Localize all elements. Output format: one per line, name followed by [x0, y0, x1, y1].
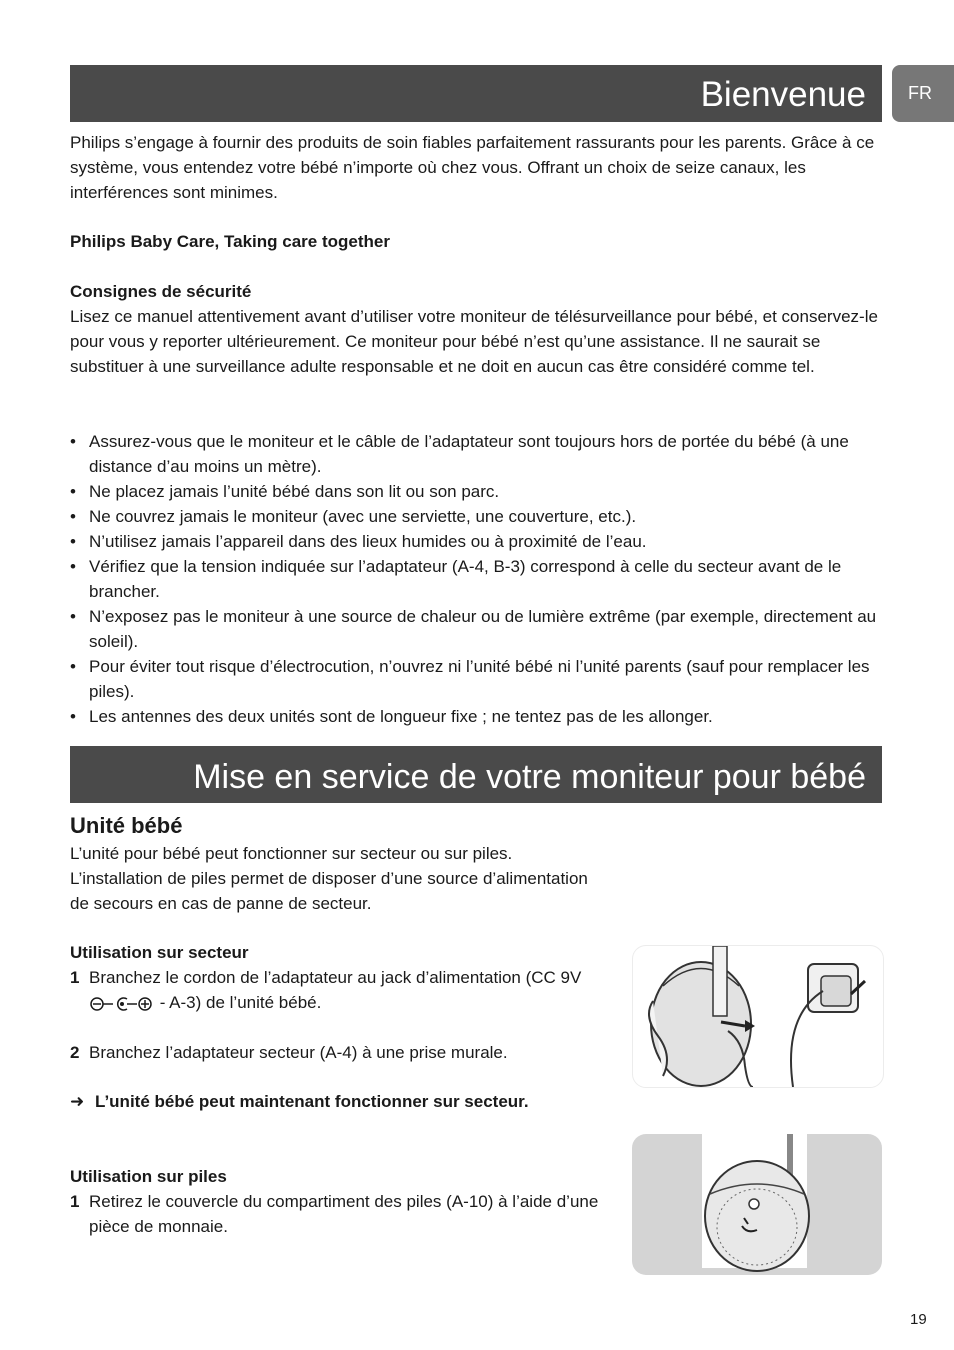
bullet-icon: •	[70, 557, 76, 576]
mains-step-1: 1 Branchez le cordon de l’adaptateur au jack d’alimentation (CC 9V - A-3) de l’unité bébé.	[70, 965, 615, 1015]
safety-paragraph: Lisez ce manuel attentivement avant d’utiliser votre moniteur de télésurveillance pour bébé, et conservez-le pour vous y reporter ultérieurement. Ce moniteur pour bébé n’est qu’une assistance. Il ne saurait se substituer à une surveillance adulte responsable et ne doit en aucun cas être considéré comme tel.	[70, 307, 878, 376]
language-tab-label: FR	[908, 83, 932, 103]
intro-paragraph: Philips s’engage à fournir des produits de soin fiables parfaitement rassurants pour les parents. Grâce à ce système, vous entendez votre bébé n’importe où chez vous. Offrant un choix de seize canaux, les interférences sont minimes.	[70, 133, 875, 202]
battery-heading: Utilisation sur piles	[70, 1167, 227, 1186]
arrow-right-icon: ➜	[70, 1092, 85, 1111]
language-tab	[892, 65, 954, 122]
step-number: 2	[70, 1043, 80, 1062]
bullet-icon: •	[70, 707, 76, 726]
dc-polarity-icon	[89, 996, 155, 1012]
tagline: Philips Baby Care, Taking care together	[70, 232, 390, 251]
section-title: Bienvenue	[700, 75, 866, 114]
battery-cover-drawing-icon	[632, 1134, 882, 1275]
baby-unit-intro: L’unité pour bébé peut fonctionner sur secteur ou sur piles. L’installation de piles permet de disposer d’une source d’alimentation de secours en cas de panne de secteur.	[70, 844, 588, 913]
list-item: • Les antennes des deux unités sont de longueur fixe ; ne tentez pas de les allonger.	[70, 704, 885, 729]
mains-step-2: 2 Branchez l’adaptateur secteur (A-4) à une prise murale.	[70, 1040, 615, 1065]
result-note: ➜ L’unité bébé peut maintenant fonctionner sur secteur.	[70, 1089, 540, 1114]
battery-step-1: 1 Retirez le couvercle du compartiment des piles (A-10) à l’aide d’une pièce de monnaie.	[70, 1189, 615, 1239]
safety-bullet-list	[70, 429, 885, 729]
section-banner-mise-en-service	[70, 746, 882, 803]
list-item: • Pour éviter tout risque d’électrocution, n’ouvrez ni l’unité bébé ni l’unité parents (sauf pour remplacer les piles).	[70, 654, 885, 704]
adapter-plug-drawing-icon	[633, 946, 883, 1087]
battery-cover-illustration	[632, 1134, 882, 1275]
bullet-icon: •	[70, 482, 76, 501]
list-item: • Ne couvrez jamais le moniteur (avec une serviette, une couverture, etc.).	[70, 504, 885, 529]
section-banner-bienvenue	[70, 65, 882, 122]
list-item: • Assurez-vous que le moniteur et le câble de l’adaptateur sont toujours hors de portée du bébé (à une distance d’au moins un mètre).	[70, 429, 885, 479]
page-number: 19	[910, 1311, 927, 1328]
list-item: • Vérifiez que la tension indiquée sur l’adaptateur (A-4, B-3) correspond à celle du secteur avant de le brancher.	[70, 554, 885, 604]
list-item: • N’utilisez jamais l’appareil dans des lieux humides ou à proximité de l’eau.	[70, 529, 885, 554]
bullet-icon: •	[70, 607, 76, 626]
subsection-title: Unité bébé	[70, 813, 183, 838]
step-number: 1	[70, 968, 80, 987]
safety-heading: Consignes de sécurité	[70, 282, 252, 301]
adapter-plug-illustration	[632, 945, 884, 1088]
bullet-icon: •	[70, 432, 76, 451]
section-title: Mise en service de votre moniteur pour bébé	[193, 758, 866, 796]
list-item: • N’exposez pas le moniteur à une source de chaleur ou de lumière extrême (par exemple, directement au soleil).	[70, 604, 885, 654]
bullet-icon: •	[70, 532, 76, 551]
mains-heading: Utilisation sur secteur	[70, 943, 249, 962]
bullet-icon: •	[70, 657, 76, 676]
step-number: 1	[70, 1192, 80, 1211]
bullet-icon: •	[70, 507, 76, 526]
list-item: • Ne placez jamais l’unité bébé dans son lit ou son parc.	[70, 479, 885, 504]
